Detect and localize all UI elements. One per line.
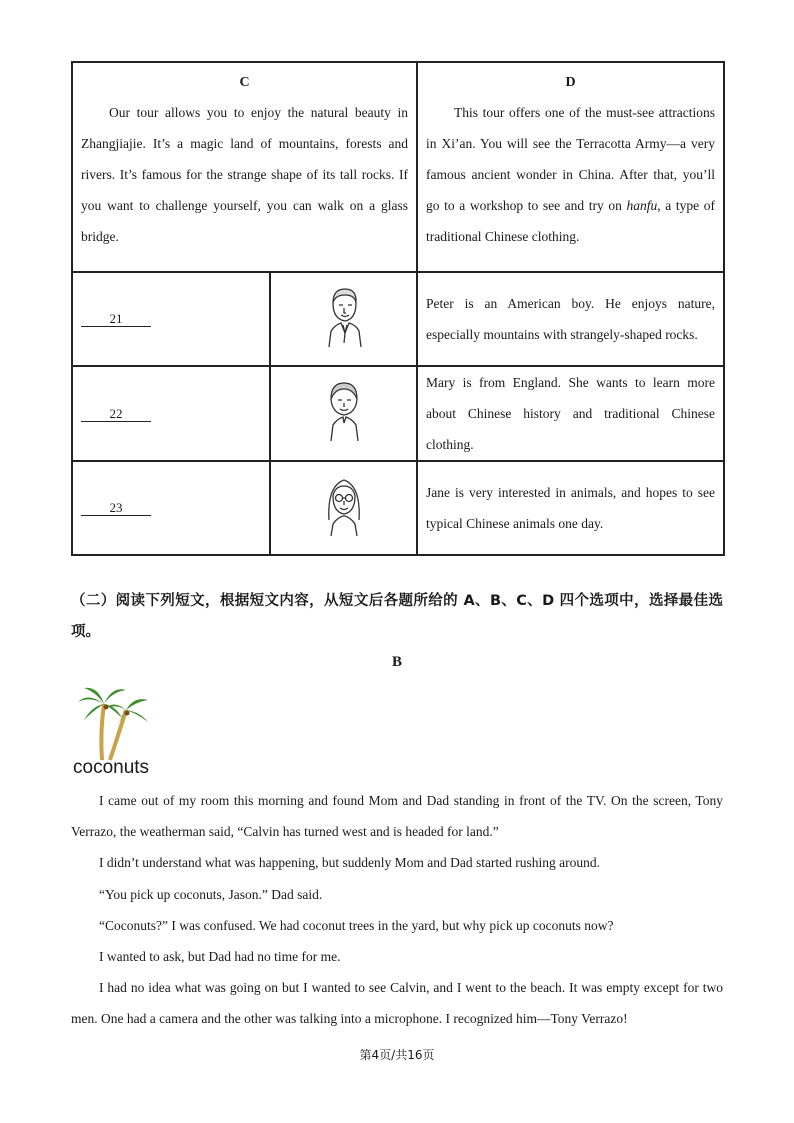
coconut-palm-icon (76, 682, 152, 762)
blank-cell (72, 272, 270, 366)
image-caption: coconuts (73, 757, 150, 778)
tour-d-italic-word: hanfu (626, 198, 658, 213)
match-row-23 (72, 461, 724, 555)
description-cell (417, 461, 724, 555)
tour-descriptions-row (72, 62, 724, 272)
story-paragraph: I didn’t understand what was happening, but suddenly Mom and Dad started rushing around. (99, 855, 601, 871)
tour-matching-table (71, 61, 725, 556)
blank-cell (72, 461, 270, 555)
portrait-cell (270, 272, 417, 366)
story-paragraph: I had no idea what was going on but I wanted to see Calvin, and I went to the beach. It was empty except for two men. One had a camera and the other was talking into a microphone. I recognized him—Tony Verrazo! (71, 980, 723, 1027)
man-icon (319, 285, 369, 349)
tour-d-text-before: This tour offers one of the must-see attractions in Xi’an. You will see the Terracotta Army—a very famous ancient wonder in China. After that, you’ll go to a workshop to see and try on (426, 105, 715, 213)
woman-icon (319, 379, 369, 443)
story-paragraph: “Coconuts?” I was confused. We had coconut trees in the yard, but why pick up coconuts now? (99, 917, 614, 933)
answer-blank-23[interactable]: 23 (81, 500, 151, 516)
story-paragraph: I came out of my room this morning and found Mom and Dad standing in front of the TV. On the screen, Tony Verrazo, the weatherman said, “Calvin has turned west and is headed for land.” (71, 793, 723, 840)
portrait-cell (270, 461, 417, 555)
blank-cell (72, 366, 270, 461)
person-description: Jane is very interested in animals, and hopes to see typical Chinese animals one day. (426, 485, 715, 531)
section-heading: （二）阅读下列短文，根据短文内容，从短文后各题所给的 A、B、C、D 四个选项中，选择最佳选项。 (71, 593, 723, 640)
tour-d-text (426, 97, 715, 252)
girl-with-glasses-icon (319, 474, 369, 538)
answer-blank-21[interactable]: 21 (81, 311, 151, 327)
tour-d-cell (417, 62, 724, 272)
description-cell (417, 272, 724, 366)
story-paragraph: I wanted to ask, but Dad had no time for me. (99, 949, 341, 965)
person-description: Peter is an American boy. He enjoys nature, especially mountains with strangely-shaped rocks. (426, 296, 715, 342)
tour-c-letter: C (239, 75, 250, 90)
tour-d-letter: D (565, 75, 576, 90)
story-text (71, 785, 723, 1035)
tour-c-text: Our tour allows you to enjoy the natural beauty in Zhangjiajie. It’s a magic land of mountains, forests and rivers. It’s famous for the strange shape of its tall rocks. If you want to challenge yourself, you can walk on a glass bridge. (81, 105, 408, 244)
tour-c-cell (72, 62, 417, 272)
tour-d-text-after: , a type of traditional Chinese clothing. (426, 198, 716, 244)
portrait-cell (270, 366, 417, 461)
match-row-22 (72, 366, 724, 461)
match-row-21 (72, 272, 724, 366)
person-description: Mary is from England. She wants to learn more about Chinese history and traditional Chinese clothing. (426, 375, 715, 452)
description-cell (417, 366, 724, 461)
passage-label: B (391, 654, 402, 670)
answer-blank-22[interactable]: 22 (81, 406, 151, 422)
story-paragraph: “You pick up coconuts, Jason.” Dad said. (99, 886, 323, 902)
page-footer: 第4页/共16页 (359, 1048, 435, 1062)
